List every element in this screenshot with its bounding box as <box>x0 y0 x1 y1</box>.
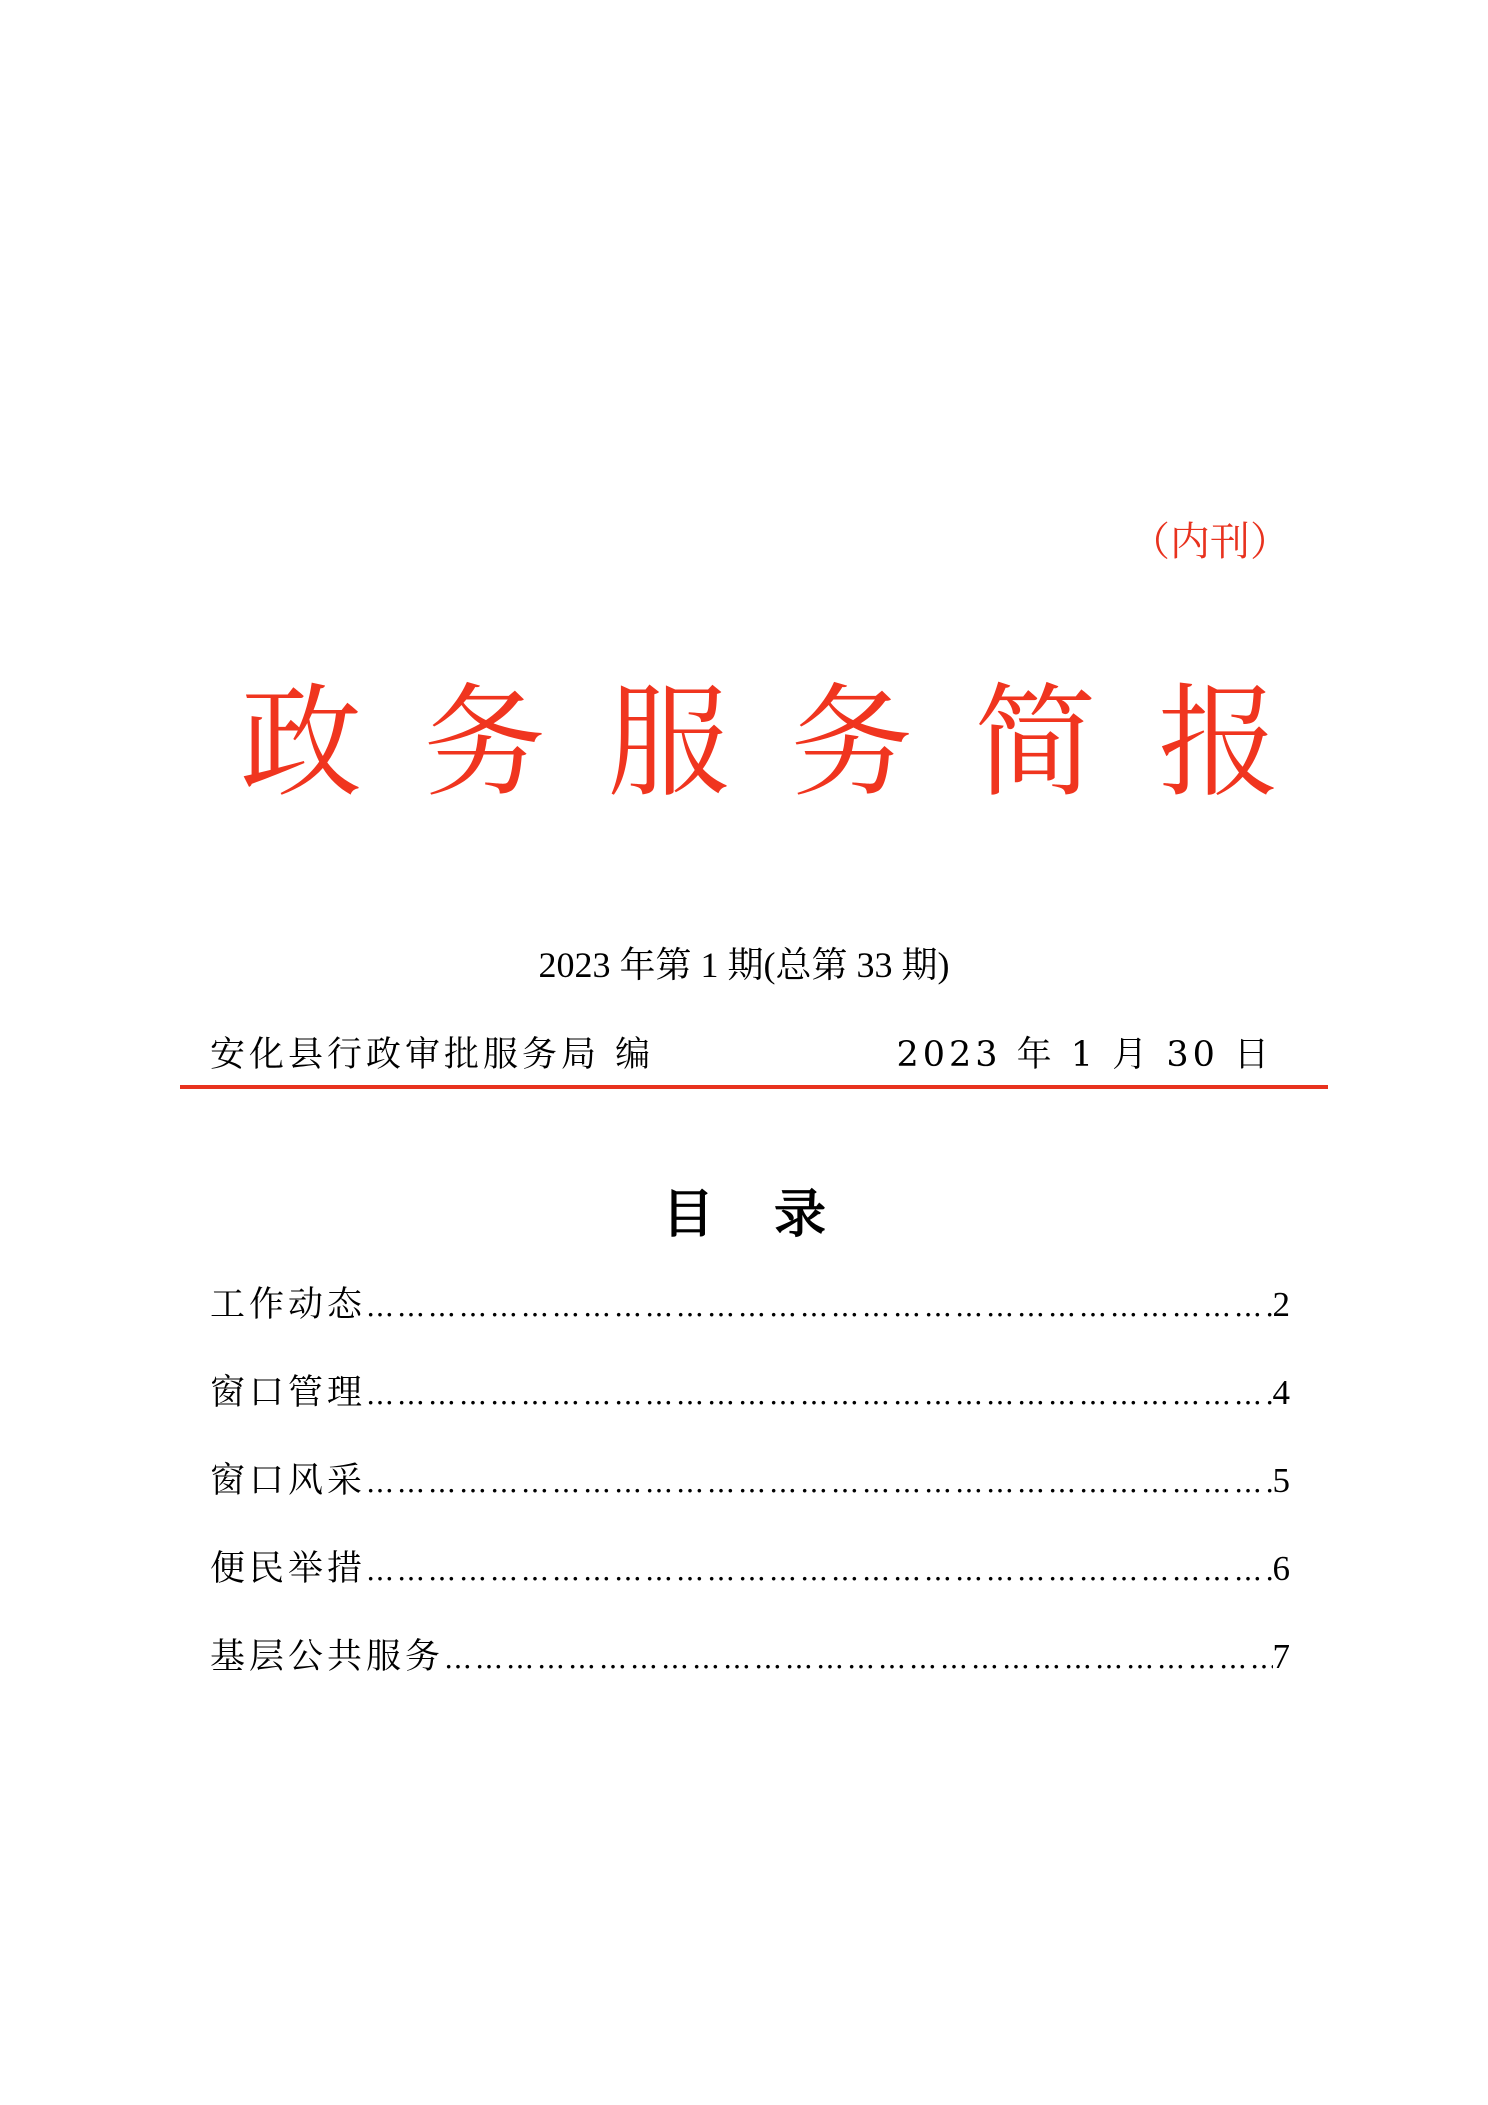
toc-leader-dots <box>366 1277 1272 1337</box>
issue-number: 2023 年第 1 期(总第 33 期) <box>538 945 950 985</box>
toc-item-page: 4 <box>1272 1373 1290 1412</box>
title-char: 务 <box>790 672 913 814</box>
toc-item-label: 便民举措 <box>210 1549 367 1589</box>
toc-leader-dots <box>444 1629 1272 1689</box>
title-char: 政 <box>240 672 362 814</box>
toc-item-label: 窗口风采 <box>210 1461 367 1501</box>
bulletin-title <box>240 668 1280 818</box>
toc-item-grassroots-public-service[interactable] <box>210 1627 1290 1715</box>
toc-item-label: 窗口管理 <box>210 1373 367 1413</box>
toc-item-convenience-measures[interactable] <box>210 1539 1290 1627</box>
toc-leader-dots <box>366 1365 1272 1425</box>
toc-item-window-style[interactable] <box>210 1451 1290 1539</box>
red-divider-line <box>180 1085 1328 1089</box>
publisher: 安化县行政审批服务局 编 <box>210 1035 655 1075</box>
internal-publication-mark: （内刊） <box>1130 519 1290 565</box>
title-char: 简 <box>974 672 1097 814</box>
toc-item-page: 5 <box>1272 1461 1290 1500</box>
publication-date: 2023 年 1 月 30 日 <box>896 1035 1273 1075</box>
title-char: 报 <box>1157 672 1280 814</box>
toc-item-page: 7 <box>1272 1637 1290 1676</box>
toc-item-label: 基层公共服务 <box>210 1637 445 1677</box>
toc-leader-dots <box>366 1453 1272 1513</box>
toc-item-page: 2 <box>1272 1285 1290 1324</box>
title-char: 服 <box>607 672 730 814</box>
toc-item-label: 工作动态 <box>210 1285 367 1325</box>
toc-leader-dots <box>366 1541 1272 1601</box>
toc-item-window-management[interactable] <box>210 1363 1290 1451</box>
toc-item-page: 6 <box>1272 1549 1290 1588</box>
toc-heading: 目录 <box>661 1185 886 1245</box>
toc-item-work-updates[interactable] <box>210 1275 1290 1363</box>
table-of-contents <box>210 1275 1290 1715</box>
title-char: 务 <box>423 672 546 814</box>
